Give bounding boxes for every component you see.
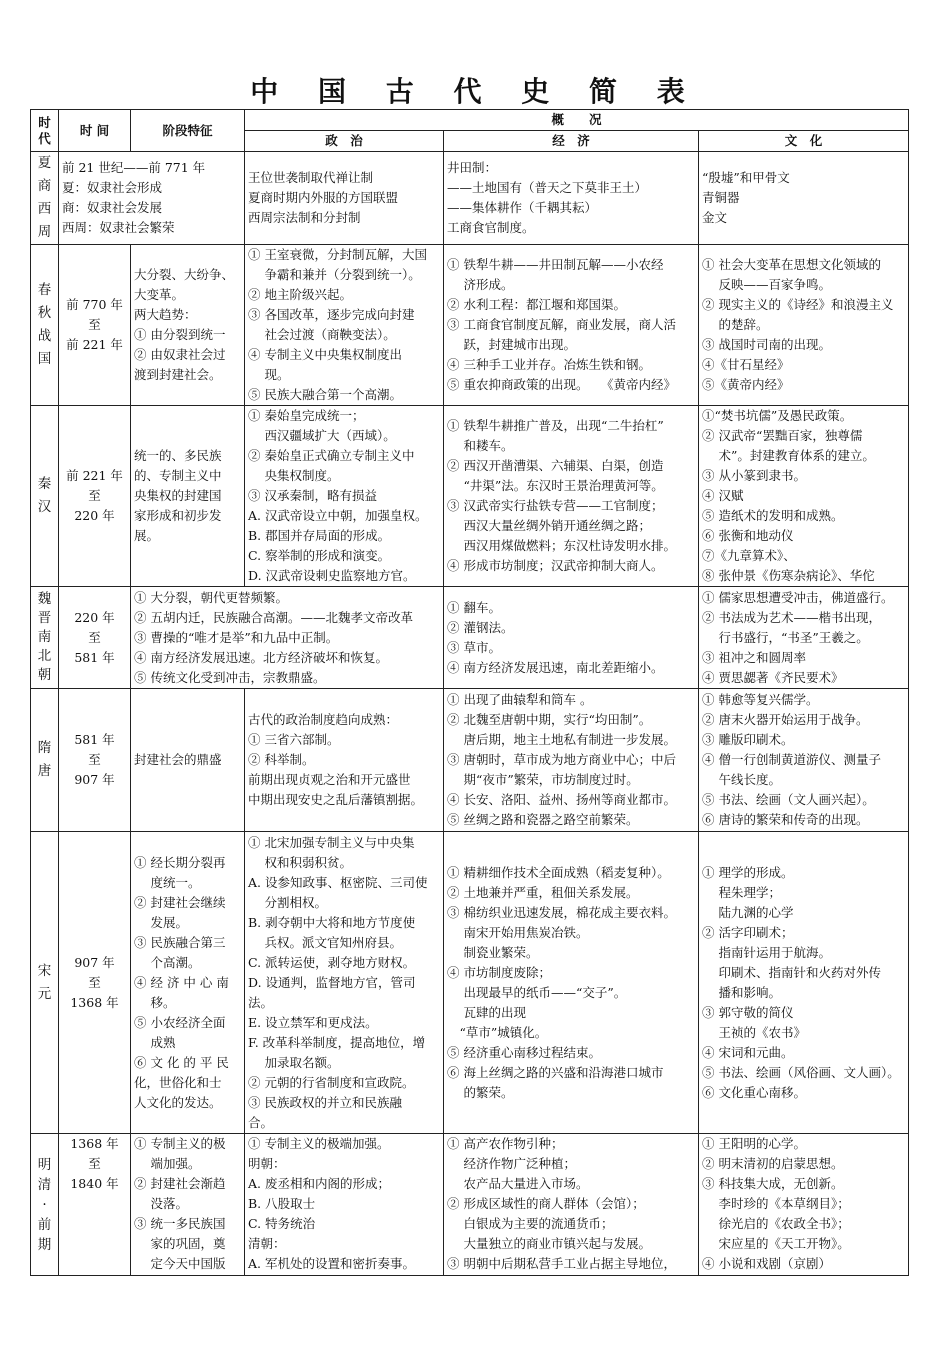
cell-line: 法。: [248, 994, 274, 1010]
cell-line: 金文: [702, 210, 728, 225]
cell-line: 中期出现安史之乱后藩镇割据。: [248, 792, 424, 807]
cell-line: ⑤ 书法、绘画（文人画兴起）。: [702, 792, 875, 807]
cell-line: ① 精耕细作技术全面成熟（稻麦复种）。: [447, 864, 670, 880]
cell-line: 前期出现贞观之治和开元盛世: [248, 772, 411, 787]
cell-line: ③ 工商食官制度瓦解，商业发展，商人活: [447, 317, 676, 332]
stage-politics-cell: [131, 587, 444, 689]
cell-line: 周: [37, 224, 52, 240]
cell-line: ① 社会大变革在思想文化领域的: [702, 257, 881, 272]
cell-line: 汉: [37, 499, 52, 515]
cell-line: ④ 汉赋: [702, 488, 744, 503]
cell-line: 至: [88, 317, 101, 332]
cell-line: 国: [37, 351, 52, 367]
cell-line: F. 改革科举制度，提高地位，增: [248, 1034, 426, 1050]
cell-line: 没落。: [134, 1196, 188, 1211]
cell-line: 井田制：: [447, 160, 498, 175]
culture-cell: [699, 1134, 909, 1276]
cell-line: 化，世俗化和士: [134, 1074, 222, 1090]
economy-cell: [444, 406, 699, 587]
cell-line: ③ 战国时司南的出现。: [702, 337, 831, 352]
cell-line: 权和积弱积贫。: [248, 854, 352, 870]
cell-line: E. 设立禁军和更戍法。: [248, 1014, 378, 1030]
cell-line: ③ 汉武帝实行盐铁专营——工官制度；: [447, 498, 664, 513]
cell-line: 220 年: [74, 609, 115, 625]
cell-line: ③ 民族政权的并立和民族融: [248, 1094, 402, 1110]
cell-line: ①“焚书坑儒”及愚民政策。: [702, 408, 853, 423]
cell-line: ① 儒家思想遭受冲击，佛道盛行。: [702, 589, 894, 605]
cell-line: 术”。封建教育体系的建立。: [702, 448, 875, 463]
cell-line: 统一的、多民族: [134, 448, 222, 463]
cell-line: ⑤ 丝绸之路和瓷器之路空前繁荣。: [447, 812, 639, 827]
cell-line: A. 设参知政事、枢密院、三司使: [248, 874, 428, 890]
cell-line: 两大趋势：: [134, 307, 197, 322]
cell-line: ③ 从小篆到隶书。: [702, 468, 806, 483]
cell-line: ① 三省六部制。: [248, 732, 340, 747]
cell-line: ⑤ 传统文化受到冲击，宗教鼎盛。: [134, 669, 326, 685]
cell-line: 唐: [37, 763, 52, 779]
cell-line: 制瓷业繁荣。: [447, 944, 539, 960]
cell-line: 商: [37, 178, 52, 194]
cell-line: ② 汉武帝“罢黜百家，独尊儒: [702, 428, 863, 443]
cell-line: 宋: [37, 962, 52, 979]
cell-line: 夏商时期内外服的方国联盟: [248, 190, 399, 205]
cell-line: ⑥ 张衡和地动仪: [702, 528, 794, 543]
politics-cell: [245, 245, 444, 406]
era-cell: [31, 245, 59, 406]
cell-line: ④ 贾思勰著《齐民要术》: [702, 669, 844, 685]
cell-line: D. 设通判，监督地方官，管司: [248, 974, 416, 990]
table-row: [31, 1134, 909, 1276]
cell-line: ③ 明朝中后期私营手工业占据主导地位，: [447, 1256, 676, 1271]
cell-line: ② 唐末火器开始运用于战争。: [702, 712, 869, 727]
politics-cell: [245, 152, 444, 245]
cell-line: 的楚辞。: [702, 317, 769, 332]
cell-line: ④ 经 济 中 心 南: [134, 974, 229, 990]
cell-line: ⑥ 海上丝绸之路的兴盛和沿海港口城市: [447, 1064, 664, 1080]
cell-line: 成熟: [134, 1034, 176, 1050]
cell-line: ⑥ 文 化 的 平 民: [134, 1054, 229, 1070]
cell-line: ① 北宋加强专制主义与中央集: [248, 834, 415, 850]
cell-line: ③ 汉承秦制，略有损益: [248, 488, 377, 503]
cell-line: ④ 南方经济发展迅速。北方经济破坏和恢复。: [134, 649, 388, 665]
cell-line: 春: [37, 282, 52, 298]
politics-cell: [245, 406, 444, 587]
header-time: 时 间: [59, 110, 131, 152]
cell-line: 朝: [37, 667, 52, 683]
cell-line: ⑥ 唐诗的繁荣和传奇的出现。: [702, 812, 869, 827]
cell-line: 1368 年: [70, 994, 119, 1010]
economy-cell: [444, 245, 699, 406]
cell-line: 经济作物广泛种植；: [447, 1156, 576, 1171]
era-cell: [31, 587, 59, 689]
cell-line: ① 秦始皇完成统一；: [248, 408, 365, 423]
cell-line: ④ 专制主义中央集权制度出: [248, 347, 402, 362]
cell-line: ⑤ 造纸术的发明和成熟。: [702, 508, 844, 523]
cell-line: 家形成和初步发: [134, 508, 222, 523]
cell-line: 古代的政治制度趋向成熟：: [248, 712, 399, 727]
cell-line: 现。: [248, 367, 290, 382]
cell-line: 工商食官制度。: [447, 220, 535, 235]
cell-line: ① 王阳明的心学。: [702, 1136, 806, 1151]
cell-line: 南宋开始用焦炭冶铁。: [447, 924, 589, 940]
time-cell: [59, 245, 131, 406]
cell-line: 午线长度。: [702, 772, 781, 787]
cell-line: ① 由分裂到统一: [134, 327, 226, 342]
cell-line: ⑤《黄帝内经》: [702, 377, 790, 392]
header-stage: 阶段特征: [131, 110, 245, 152]
stage-cell: [131, 1134, 245, 1276]
cell-line: 晋: [37, 610, 52, 626]
cell-line: 展。: [134, 528, 160, 543]
cell-line: ① 韩愈等复兴儒学。: [702, 692, 819, 707]
cell-line: 合。: [248, 1114, 274, 1130]
cell-line: ③ 科技集大成，无创新。: [702, 1176, 844, 1191]
cell-line: “井渠”法。东汉时王景治理黄河等。: [447, 478, 664, 493]
culture-cell: [699, 587, 909, 689]
cell-line: ④ 宋词和元曲。: [702, 1044, 794, 1060]
cell-line: ——土地国有（普天之下莫非王土）: [447, 180, 648, 195]
cell-line: ④ 长安、洛阳、益州、扬州等商业都市。: [447, 792, 676, 807]
cell-line: ① 高产农作物引种；: [447, 1136, 564, 1151]
cell-line: ② 封建社会渐趋: [134, 1176, 226, 1191]
cell-line: 期“夜市”繁荣，市坊制度过时。: [447, 772, 639, 787]
cell-line: ① 铁犁牛耕——井田制瓦解——小农经: [447, 257, 664, 272]
economy-cell: [444, 1134, 699, 1276]
cell-line: 至: [88, 752, 101, 767]
stage-cell: [131, 406, 245, 587]
stage-cell: [131, 245, 245, 406]
cell-line: ⑧ 张仲景《伤寒杂病论》、华佗: [702, 568, 875, 583]
cell-line: 的、专制主义中: [134, 468, 222, 483]
era-cell: [31, 1134, 59, 1276]
cell-line: 大量独立的商业市镇兴起与发展。: [447, 1236, 651, 1251]
cell-line: 大变革。: [134, 287, 185, 302]
cell-line: ③ 雕版印刷术。: [702, 732, 794, 747]
era-cell: [31, 832, 59, 1134]
cell-line: 前: [37, 1216, 52, 1233]
cell-line: 西汉疆域扩大（西域）。: [248, 428, 396, 443]
cell-line: ② 水利工程：都江堰和郑国渠。: [447, 297, 626, 312]
cell-line: 和耧车。: [447, 438, 514, 453]
cell-line: 播和影响。: [702, 984, 781, 1000]
cell-line: ② 活字印刷术；: [702, 924, 794, 940]
cell-line: ③ 民族融合第三: [134, 934, 226, 950]
cell-line: ① 理学的形成。: [702, 864, 794, 880]
cell-line: 宋应星的《天工开物》。: [702, 1236, 850, 1251]
cell-line: 907 年: [74, 954, 115, 970]
cell-line: 渡到封建社会。: [134, 367, 222, 382]
cell-line: ② 明末清初的启蒙思想。: [702, 1156, 844, 1171]
time-stage-cell: [59, 152, 245, 245]
cell-line: 移。: [134, 994, 176, 1010]
cell-line: ① 铁犁牛耕推广普及，出现“二牛抬杠”: [447, 418, 664, 433]
cell-line: 出现最早的纸币——“交子”。: [447, 984, 627, 1000]
cell-line: ⑥ 文化重心南移。: [702, 1084, 806, 1100]
cell-line: 至: [88, 1156, 101, 1171]
cell-line: ① 大分裂，朝代更替频繁。: [134, 589, 288, 605]
cell-line: ② 地主阶级兴起。: [248, 287, 352, 302]
cell-line: ·: [42, 1196, 47, 1213]
cell-line: 李时珍的《本草纲目》；: [702, 1196, 850, 1211]
cell-line: 西周宗法制和分封制: [248, 210, 361, 225]
cell-line: ⑤ 小农经济全面: [134, 1014, 226, 1030]
time-cell: [59, 832, 131, 1134]
cell-line: 王祯的《农书》: [702, 1024, 806, 1040]
cell-line: ② 灌钢法。: [447, 619, 514, 635]
cell-line: A. 汉武帝设立中朝，加强皇权。: [248, 508, 428, 523]
cell-line: 秋: [37, 305, 52, 321]
cell-line: 907 年: [74, 772, 115, 787]
era-cell: [31, 152, 59, 245]
cell-line: 西周：奴隶社会繁荣: [62, 220, 175, 235]
cell-line: 期: [37, 1236, 52, 1253]
cell-line: 至: [88, 974, 101, 990]
cell-line: ③ 唐朝时，草市成为地方商业中心；中后: [447, 752, 676, 767]
cell-line: 封建社会的鼎盛: [134, 752, 222, 767]
cell-line: B. 剥夺朝中大将和地方节度使: [248, 914, 416, 930]
cell-line: 明: [37, 1156, 52, 1173]
cell-line: ② 形成区域性的商人群体（会馆）；: [447, 1196, 645, 1211]
cell-line: 端加强。: [134, 1156, 201, 1171]
cell-line: 秦: [37, 476, 52, 492]
cell-line: 581 年: [74, 732, 115, 747]
cell-line: ③ 曹操的“唯才是举”和九品中正制。: [134, 629, 339, 645]
cell-line: 农产品大量进入市场。: [447, 1176, 589, 1191]
table-row: [31, 152, 909, 245]
cell-line: 至: [88, 629, 101, 645]
page-title: 中 国 古 代 史 简 表: [250, 75, 700, 108]
cell-line: ① 专制主义的极: [134, 1136, 226, 1151]
cell-line: C. 特务统治: [248, 1216, 316, 1231]
table-row: [31, 245, 909, 406]
cell-line: 争霸和兼并（分裂到统一）。: [248, 267, 421, 282]
cell-line: ② 封建社会继续: [134, 894, 226, 910]
cell-line: 元: [37, 985, 52, 1002]
time-cell: [59, 587, 131, 689]
cell-line: ② 五胡内迁，民族融合高潮。——北魏孝文帝改革: [134, 609, 413, 625]
cell-line: ① 专制主义的极端加强。: [248, 1136, 390, 1151]
politics-cell: [245, 1134, 444, 1276]
cell-line: 西: [37, 201, 52, 217]
cell-line: “殷墟”和甲骨文: [702, 170, 790, 185]
stage-cell: [131, 689, 245, 832]
cell-line: ② 西汉开凿漕渠、六辅渠、白渠，创造: [447, 458, 664, 473]
cell-line: 指南针运用于航海。: [702, 944, 831, 960]
cell-line: 隋: [37, 740, 52, 756]
culture-cell: [699, 406, 909, 587]
cell-line: C. 派转运使，剥夺地方财权。: [248, 954, 416, 970]
header-economy: 经 济: [444, 131, 699, 152]
economy-cell: [444, 689, 699, 832]
cell-line: 瓦肆的出现: [447, 1004, 526, 1020]
cell-line: 前 21 世纪——前 771 年: [62, 160, 206, 175]
cell-line: 印刷术、指南针和火药对外传: [702, 964, 881, 980]
cell-line: ③ 统一多民族国: [134, 1216, 226, 1231]
cell-line: 清: [37, 1176, 52, 1193]
cell-line: ③ 郭守敬的简仪: [702, 1004, 794, 1020]
table-row: [31, 587, 909, 689]
table-row: [31, 832, 909, 1134]
cell-line: 商：奴隶社会发展: [62, 200, 163, 215]
cell-line: ② 元朝的行省制度和宣政院。: [248, 1074, 415, 1090]
cell-line: ② 书法成为艺术——楷书出现，: [702, 609, 881, 625]
cell-line: ③ 各国改革，逐步完成向封建: [248, 307, 415, 322]
stage-cell: [131, 832, 245, 1134]
cell-line: B. 八股取士: [248, 1196, 316, 1211]
cell-line: 陆九渊的心学: [702, 904, 794, 920]
cell-line: 1368 年: [70, 1136, 119, 1151]
cell-line: ③ 棉纺织业迅速发展，棉花成主要衣料。: [447, 904, 676, 920]
cell-line: ② 由奴隶社会过: [134, 347, 226, 362]
cell-line: ② 科举制。: [248, 752, 315, 767]
culture-cell: [699, 245, 909, 406]
era-cell: [31, 689, 59, 832]
cell-line: 兵权。派文官知州府县。: [248, 934, 402, 950]
cell-line: A. 废丞相和内阁的形成；: [248, 1176, 390, 1191]
cell-line: ⑤ 书法、绘画（风俗画、文人画）。: [702, 1064, 900, 1080]
cell-line: 定今天中国版: [134, 1256, 226, 1271]
cell-line: ① 出现了曲辕犁和筒车 。: [447, 692, 593, 707]
cell-line: 行书盛行，“书圣”王羲之。: [702, 629, 869, 645]
economy-cell: [444, 152, 699, 245]
header-era: 时代: [31, 110, 59, 152]
cell-line: 白银成为主要的流通货币；: [447, 1216, 614, 1231]
header-row-top: [31, 110, 909, 131]
cell-line: 央集权的封建国: [134, 488, 222, 503]
culture-cell: [699, 689, 909, 832]
cell-line: B. 郡国并存局面的形成。: [248, 528, 391, 543]
cell-line: D. 汉武帝设刺史监察地方官。: [248, 568, 416, 583]
cell-line: 人文化的发达。: [134, 1094, 222, 1110]
cell-line: ④ 南方经济发展迅速，南北差距缩小。: [447, 659, 664, 675]
cell-line: 大分裂、大纷争、: [134, 267, 235, 282]
cell-line: 反映——百家争鸣。: [702, 277, 831, 292]
economy-cell: [444, 587, 699, 689]
cell-line: ③ 祖冲之和圆周率: [702, 649, 806, 665]
politics-cell: [245, 689, 444, 832]
cell-line: 跃，封建城市出现。: [447, 337, 576, 352]
cell-line: ② 现实主义的《诗经》和浪漫主义: [702, 297, 894, 312]
cell-line: ① 王室衰微，分封制瓦解，大国: [248, 247, 427, 262]
cell-line: ③ 草市。: [447, 639, 501, 655]
cell-line: 西汉大量丝绸外销开通丝绸之路；: [447, 518, 651, 533]
cell-line: ④《甘石星经》: [702, 357, 790, 372]
cell-line: ④ 市坊制度废除；: [447, 964, 551, 980]
table-row: [31, 406, 909, 587]
culture-cell: [699, 152, 909, 245]
table-row: [31, 689, 909, 832]
economy-cell: [444, 832, 699, 1134]
cell-line: “草市”城镇化。: [447, 1024, 548, 1040]
cell-line: 至: [88, 488, 101, 503]
cell-line: ② 北魏至唐朝中期，实行“均田制”。: [447, 712, 652, 727]
cell-line: 加录取名额。: [248, 1054, 340, 1070]
cell-line: ⑤ 重农抑商政策的出现。 《黄帝内经》: [447, 377, 676, 392]
time-cell: [59, 689, 131, 832]
cell-line: 夏: [37, 155, 52, 171]
cell-line: ⑤ 经济重心南移过程结束。: [447, 1044, 601, 1060]
cell-line: 北: [37, 648, 52, 664]
cell-line: 度统一。: [134, 874, 201, 890]
cell-line: 个高潮。: [134, 954, 201, 970]
cell-line: ② 土地兼并严重，租佃关系发展。: [447, 884, 639, 900]
cell-line: 581 年: [74, 649, 115, 665]
cell-line: 家的巩固，奠: [134, 1236, 226, 1251]
cell-line: 济形成。: [447, 277, 514, 292]
cell-line: ④ 僧一行创制黄道游仪、测量子: [702, 752, 881, 767]
cell-line: 发展。: [134, 914, 188, 930]
era-cell: [31, 406, 59, 587]
cell-line: 220 年: [74, 508, 115, 523]
cell-line: 青铜器: [702, 190, 740, 205]
cell-line: 魏: [37, 591, 52, 607]
cell-line: ⑤ 民族大融合第一个高潮。: [248, 387, 402, 402]
cell-line: 夏：奴隶社会形成: [62, 180, 163, 195]
cell-line: 王位世袭制取代禅让制: [248, 170, 374, 185]
cell-line: ① 经长期分裂再: [134, 854, 226, 870]
cell-line: 徐光启的《农政全书》；: [702, 1216, 850, 1231]
cell-line: 的繁荣。: [447, 1084, 514, 1100]
cell-line: 唐后期，地主土地私有制进一步发展。: [447, 732, 676, 747]
cell-line: 央集权制度。: [248, 468, 340, 483]
cell-line: 前 221 年: [66, 337, 123, 352]
cell-line: 前 221 年: [66, 468, 123, 483]
cell-line: 分割相权。: [248, 894, 327, 910]
culture-cell: [699, 832, 909, 1134]
history-table: [30, 109, 909, 1276]
header-overview: 概 况: [245, 110, 909, 131]
cell-line: 战: [37, 328, 52, 344]
cell-line: 程朱理学；: [702, 884, 781, 900]
time-cell: [59, 1134, 131, 1276]
cell-line: A. 军机处的设置和密折奏事。: [248, 1256, 415, 1271]
cell-line: ——集体耕作（千耦其耘）: [447, 200, 598, 215]
cell-line: 南: [37, 629, 52, 645]
cell-line: 清朝：: [248, 1236, 286, 1251]
cell-line: ④ 三种手工业并存。冶炼生铁和钢。: [447, 357, 651, 372]
cell-line: C. 察举制的形成和演变。: [248, 548, 391, 563]
cell-line: 社会过渡（商鞅变法）。: [248, 327, 396, 342]
cell-line: 前 770 年: [66, 297, 123, 312]
cell-line: ④ 小说和戏剧（京剧）: [702, 1256, 831, 1271]
time-cell: [59, 406, 131, 587]
politics-cell: [245, 832, 444, 1134]
cell-line: 1840 年: [70, 1176, 119, 1191]
cell-line: ⑦《九章算术》、: [702, 548, 796, 563]
header-culture: 文 化: [699, 131, 909, 152]
cell-line: ② 秦始皇正式确立专制主义中: [248, 448, 415, 463]
header-politics: 政 治: [245, 131, 444, 152]
cell-line: ① 翻车。: [447, 599, 501, 615]
cell-line: 明朝：: [248, 1156, 286, 1171]
cell-line: 西汉用煤做燃料；东汉杜诗发明水排。: [447, 538, 676, 553]
cell-line: ④ 形成市坊制度；汉武帝抑制大商人。: [447, 558, 664, 573]
